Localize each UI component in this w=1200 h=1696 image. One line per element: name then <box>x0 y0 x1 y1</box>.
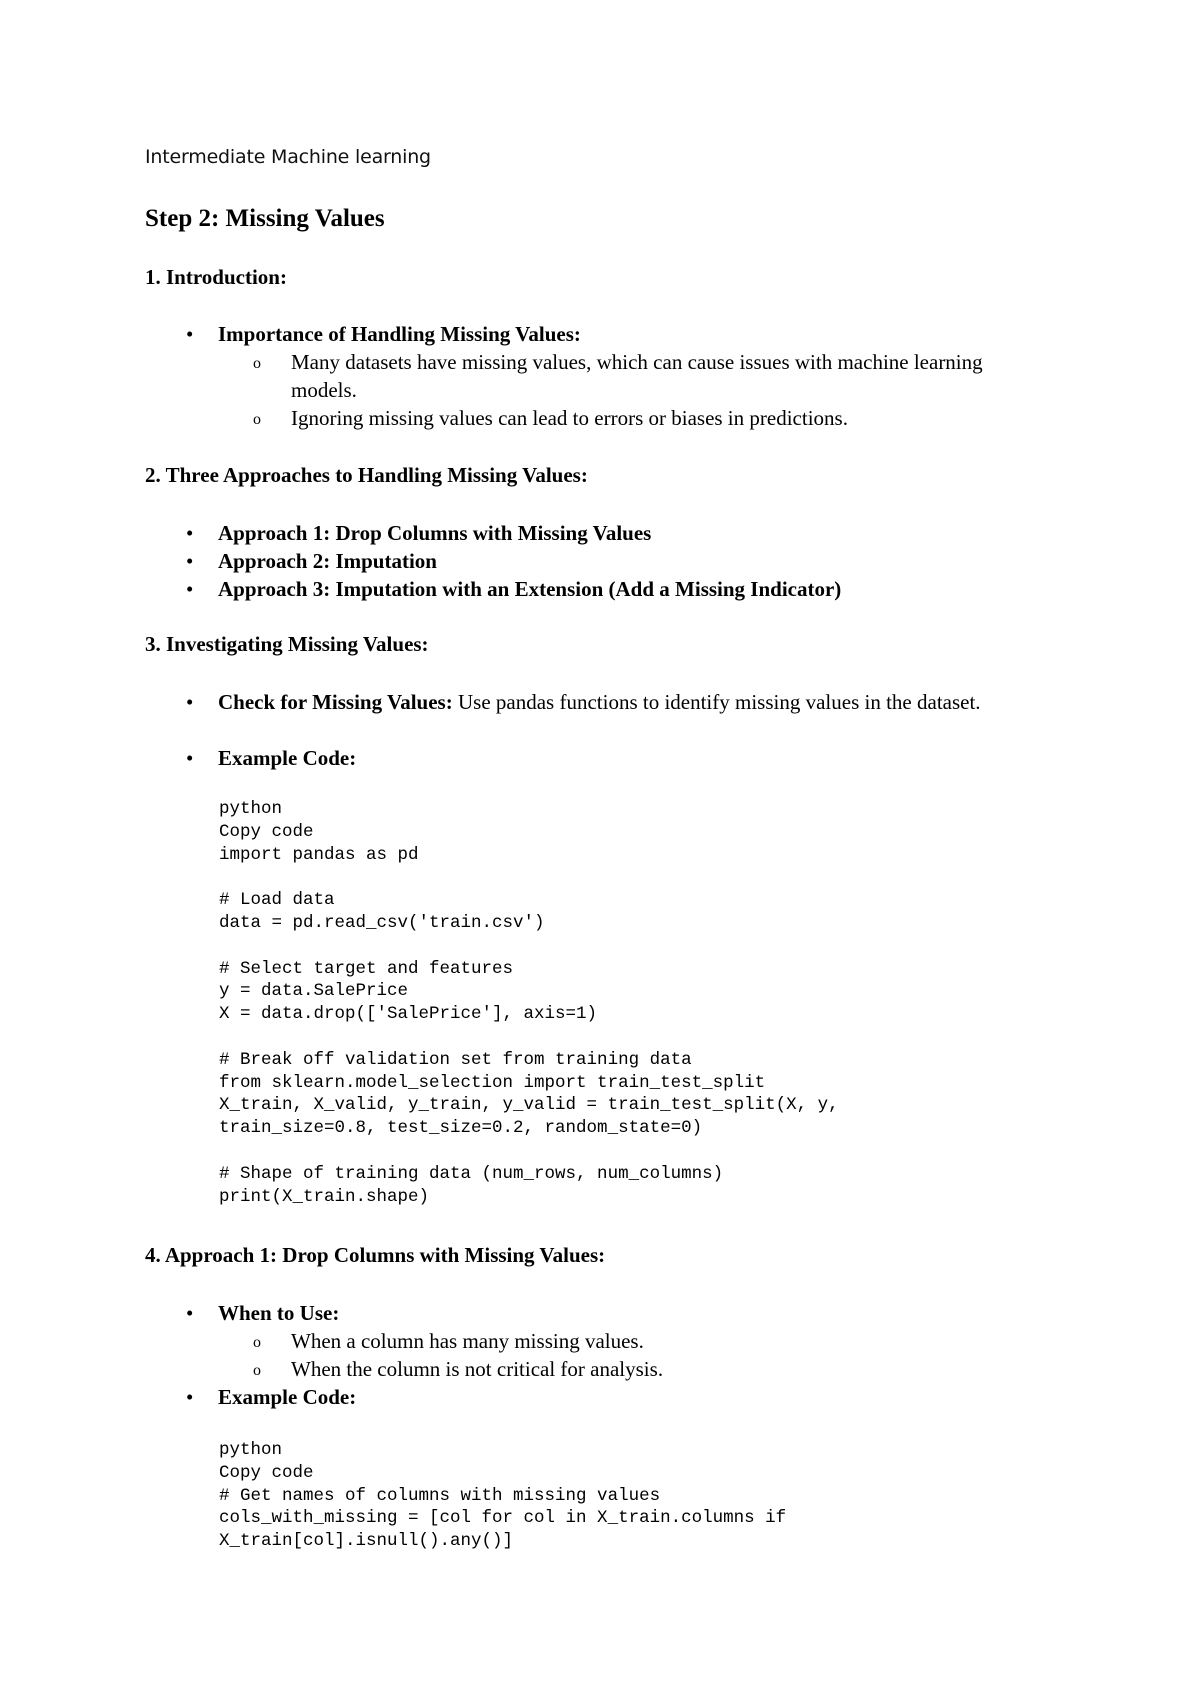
bullet-dot: • <box>186 521 194 545</box>
bullet-example-code <box>218 744 1058 772</box>
section-heading-approach1: 4. Approach 1: Drop Columns with Missing Values: <box>145 1243 606 1267</box>
sub-bullet-text: Ignoring missing values can lead to errors or biases in predictions. <box>291 406 848 430</box>
bullet-label: Approach 2: Imputation <box>218 549 437 573</box>
code-line: # Load data <box>219 890 335 911</box>
bullet-label: Approach 3: Imputation with an Extension (Add a Missing Indicator) <box>218 577 842 601</box>
bullet-when-to-use <box>218 1299 1058 1327</box>
bullet-dot: • <box>186 746 194 770</box>
bullet-label: Importance of Handling Missing Values: <box>218 322 581 346</box>
code-line: cols_with_missing = [col for col in X_train.columns if <box>219 1508 787 1529</box>
sub-bullet-marker: o <box>253 1334 261 1351</box>
bullet-label: Example Code: <box>218 746 357 770</box>
bullet-importance <box>218 320 1058 348</box>
code-line <box>219 935 839 958</box>
document-header: Intermediate Machine learning <box>145 146 431 168</box>
bullet-label: Check for Missing Values: <box>218 690 453 714</box>
code-line: X = data.drop(['SalePrice'], axis=1) <box>219 1004 598 1025</box>
code-block-approach1 <box>219 1439 786 1553</box>
code-line: y = data.SalePrice <box>219 981 409 1002</box>
code-line: python <box>219 1440 283 1460</box>
sub-bullet-text: When the column is not critical for analysis. <box>291 1357 664 1381</box>
section-heading-introduction: 1. Introduction: <box>145 265 287 289</box>
sub-bullet-marker: o <box>253 411 261 428</box>
code-line: # Break off validation set from training data <box>219 1049 692 1070</box>
code-line: from sklearn.model_selection import train_test_split <box>219 1072 766 1093</box>
code-line: print(X_train.shape) <box>219 1186 430 1207</box>
sub-bullet-marker: o <box>253 1362 261 1379</box>
bullet-dot: • <box>186 322 194 346</box>
bullet-approach-2 <box>218 547 1058 575</box>
bullet-label: When to Use: <box>218 1301 340 1325</box>
code-line: # Shape of training data (num_rows, num_columns) <box>219 1163 724 1184</box>
bullet-label: Approach 1: Drop Columns with Missing Values <box>218 521 652 545</box>
code-line: # Select target and features <box>219 958 514 979</box>
code-line: data = pd.read_csv('train.csv') <box>219 912 545 933</box>
code-line <box>219 1140 839 1163</box>
code-line: X_train, X_valid, y_train, y_valid = train_test_split(X, y, <box>219 1095 839 1116</box>
code-line: train_size=0.8, test_size=0.2, random_state=0) <box>219 1118 703 1139</box>
code-line: X_train[col].isnull().any()] <box>219 1531 514 1552</box>
code-line: import pandas as pd <box>219 844 419 865</box>
code-line <box>219 1026 839 1049</box>
bullet-label: Example Code: <box>218 1385 357 1409</box>
code-block-investigating <box>219 798 839 1208</box>
code-line: Copy code <box>219 1462 314 1483</box>
code-line: python <box>219 799 283 819</box>
sub-bullet-text: When a column has many missing values. <box>291 1329 644 1353</box>
bullet-dot: • <box>186 549 194 573</box>
bullet-example-code <box>218 1383 1058 1411</box>
section-heading-approaches: 2. Three Approaches to Handling Missing Values: <box>145 463 588 487</box>
code-line: # Get names of columns with missing values <box>219 1485 661 1506</box>
sub-bullet-marker: o <box>253 355 261 372</box>
bullet-approach-3 <box>218 575 1058 603</box>
code-line: Copy code <box>219 821 314 842</box>
section-heading-investigating: 3. Investigating Missing Values: <box>145 632 429 656</box>
sub-bullet-text: Many datasets have missing values, which can cause issues with machine learning models. <box>291 350 983 402</box>
bullet-approach-1 <box>218 519 1058 547</box>
code-line <box>219 866 839 889</box>
bullet-dot: • <box>186 690 194 714</box>
bullet-dot: • <box>186 1385 194 1409</box>
bullet-dot: • <box>186 577 194 601</box>
bullet-description: Use pandas functions to identify missing values in the dataset. <box>452 690 981 714</box>
bullet-dot: • <box>186 1301 194 1325</box>
bullet-check-missing <box>218 688 1058 716</box>
page-title: Step 2: Missing Values <box>145 205 385 232</box>
